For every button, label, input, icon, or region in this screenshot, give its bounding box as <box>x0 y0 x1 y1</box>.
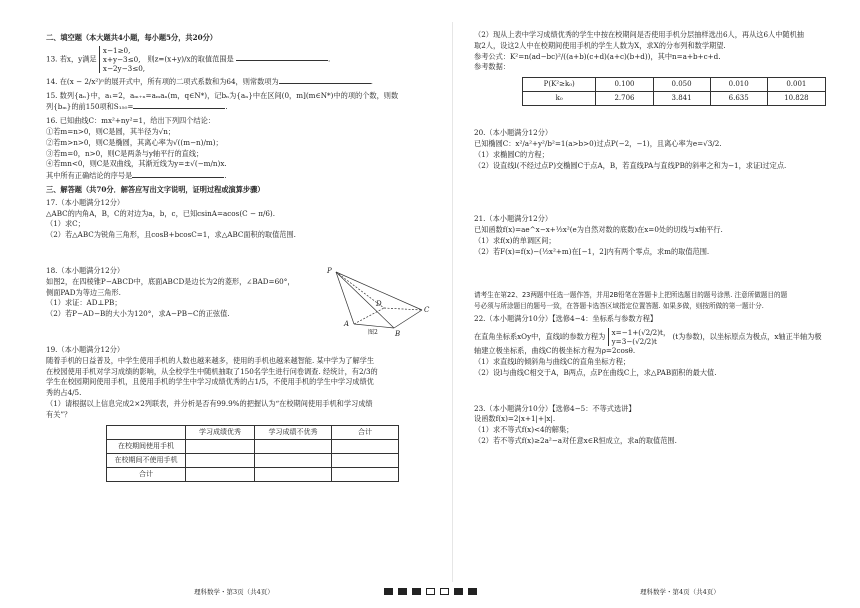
question-22: 22.（本小题满分10分）【选修4−4：坐标系与参数方程】 在直角坐标系xOy中，直线l的参数方程为 x=−1+(√2/2)t， y=3−(√2/2)t (t为参数)，以坐标原点为极点，x轴正半轴为极 轴建立极坐标系，曲线C的极坐标方程为ρ=2cosθ. （1）求直线l的倾斜角与曲线C的直角坐标方程； （2）设l与曲线C相交于A，B两点，点P在曲线C上，求△PAB面积的最大值. <box>474 314 822 377</box>
label-P: P <box>327 266 332 275</box>
label-C: C <box>424 305 430 314</box>
table-row: 在校期间不使用手机 <box>107 453 399 467</box>
reference-data-label: 参考数据： <box>474 62 510 72</box>
answer-blank <box>132 170 224 178</box>
question-18: 18.（本小题满分12分） 如图2，在四棱锥P−ABCD中，底面ABCD是边长为2的菱形，∠BAD=60°， 侧面PAD为等边三角形. （1）求证：AD⊥PB； （2）若P−AD−B的大小为120°，求A−PB−C的正弦值. P A B C D 图2 <box>46 266 434 320</box>
table-row: k₀ 2.706 3.841 6.635 10.828 <box>523 92 826 106</box>
figure-caption: 图2 <box>368 328 378 336</box>
q13-system: x−1≥0, x+y−3≤0, x−2y−3≤0, <box>99 46 145 73</box>
answer-blank <box>279 76 371 84</box>
choose-one-instructions: 请考生在第22、23两题中任选一题作答，并用2B铅笔在答题卡上把所选题目的题号涂黑. 注意所做题目的题 号必须与所涂题目的题号一致，在答题卡选答区域指定位置答题. 如果多做，则按所做的第一题计分. <box>474 290 788 311</box>
left-column <box>46 30 434 482</box>
question-19: 19.（本小题满分12分） 随着手机的日益普及，中学生使用手机的人数也越来越多，使用的手机也越来越智能. 某中学为了解学生 在校园使用手机对学习成绩的影响，从全校学生中随机抽取了150名学生进行问卷调查. 经统计，有2/3的 学生在校园期间使用手机，且使用手机的学生中学习成绩优秀的占1/5，不使用手机的学生中学习成绩优 秀的占4/5. （1）请根据以上信息完成2×2列联表，并分析是否有99.9%的把握认为“在校期间使用手机和学习成绩 有关”？ <box>46 344 378 419</box>
answer-blank <box>236 53 328 61</box>
section-3-heading: 三、解答题（共70分．解答应写出文字说明，证明过程或演算步骤） <box>46 184 265 194</box>
answer-blank <box>133 101 225 109</box>
question-13: 13. 若x，y满足 x−1≥0, x+y−3≤0, x−2y−3≤0, 则z=(x+y)/x的取值范围是 . <box>46 45 331 73</box>
contingency-table <box>106 425 399 482</box>
table-row: P(K²≥k₀) 0.100 0.050 0.010 0.001 <box>523 78 826 92</box>
label-D: D <box>376 299 382 308</box>
table-header-row: 学习成绩优秀 学习成绩不优秀 合计 <box>107 425 399 439</box>
page-marker-squares <box>384 588 477 595</box>
table-row: 在校期间使用手机 <box>107 439 399 453</box>
q22-parametric-system: x=−1+(√2/2)t， y=3−(√2/2)t <box>608 328 671 346</box>
critical-value-table <box>522 77 826 106</box>
question-20: 20.（本小题满分12分） 已知椭圆C：x²/a²+y²/b²=1(a>b>0)过点P(−2，−1)，且离心率为e=√3/2. （1）求椭圆C的方程； （2）设直线l(不经过点P)交椭圆C于点A，B，若直线PA与直线PB的斜率之和为−1，求证l过定点. <box>474 128 787 170</box>
column-divider <box>452 22 453 582</box>
question-16: 16. 已知曲线C：mx²+ny²=1，给出下列四个结论： ①若m=n>0，则C是圆，其半径为√n； ②若m>n>0，则C是椭圆，其离心率为√((m−n)/m)； ③若m=0，n>0，则C是两条与y轴平行的直线； ④若mn<0，则C是双曲线，其渐近线为y=±√(−m/n)x. 其中所有正确结论的序号是 . <box>46 116 227 181</box>
table-row: 合计 <box>107 467 399 481</box>
page-footer-left: 理科数学・第3页（共4页） <box>194 588 274 596</box>
question-17: 17.（本小题满分12分） △ABC的内角A，B，C的对边为a，b，c，已知csinA=acos(C − π/6). （1）求C； （2）若△ABC为锐角三角形，且cosB+bcosC=1，求△ABC面积的取值范围. <box>46 197 296 240</box>
page-footer-right: 理科数学・第4页（共4页） <box>640 588 720 596</box>
question-14: 14. 在(x − 2/x²)ⁿ的展开式中，所有项的二项式系数和为64，则常数项为 . <box>46 76 373 86</box>
question-23: 23.（本小题满分10分）【选修4−5：不等式选讲】 设函数f(x)=2|x+1|+|x|. （1）求不等式f(x)<4的解集； （2）若不等式f(x)≥2a²−a对任意x∈R恒成立，求a的取值范围. <box>474 403 677 445</box>
question-21: 21.（本小题满分12分） 已知函数f(x)=ae^x−x+½x²(e为自然对数的底数)在x=0处的切线与x轴平行. （1）求f(x)的单调区间； （2）若F(x)=f(x)−(½x²+m)在[−1，2]内有两个零点，求m的取值范围. <box>474 214 723 256</box>
section-2-heading: 二、填空题（本大题共4小题，每小题5分，共20分） <box>46 33 217 42</box>
pyramid-figure <box>324 266 434 342</box>
question-15: 15. 数列{aₙ}中，a₁=2，aₘ₊ₙ=aₘaₙ(m，q∈N*)，记bₙ为{aₙ}中在区间(0，m](m∈N*)中的项的个数，则数 列{bₘ}的前150项和S₁₅₀= . <box>46 90 399 112</box>
right-column <box>474 30 826 450</box>
question-19-part-2: （2）现从上表中学习成绩优秀的学生中按在校期间是否使用手机分层抽样选出6人，再从这6人中随机抽 取2人，设这2人中在校期间使用手机的学生人数为X，求X的分布列和数学期望. 参考公式：K²=n(ad−bc)²/((a+b)(c+d)(a+c)(b+d))，其中n=a+b+c+d. 参考数据： <box>474 30 826 73</box>
reference-formula: 参考公式：K²=n(ad−bc)²/((a+b)(c+d)(a+c)(b+d))，其中n=a+b+c+d. <box>474 51 721 61</box>
label-A: A <box>344 319 350 328</box>
label-B: B <box>395 329 401 338</box>
